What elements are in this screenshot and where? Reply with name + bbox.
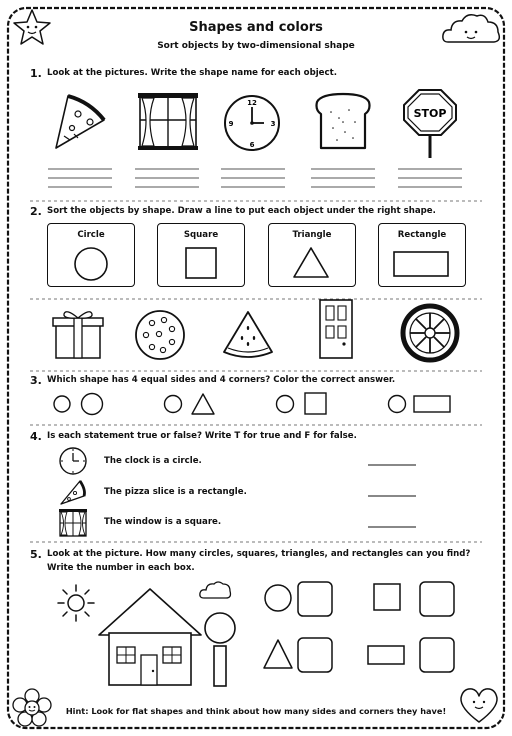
stop-sign-icon <box>400 86 460 158</box>
house-icon <box>95 587 205 687</box>
triangle-shape-icon <box>293 244 333 284</box>
q5-text: Look at the picture. How many circles, squares, triangles, and rectangles can you find? <box>47 549 471 559</box>
door-icon[interactable] <box>316 298 356 362</box>
q1-number: 1. <box>30 67 42 80</box>
shape-box-square[interactable] <box>157 223 245 287</box>
divider <box>0 540 512 544</box>
q5-text-line2: Write the number in each box. <box>47 563 195 573</box>
q1-text: Look at the pictures. Write the shape name for each object. <box>47 68 337 78</box>
clock-icon <box>58 446 88 476</box>
page-title: Shapes and colors <box>189 20 323 35</box>
bread-slice-icon <box>313 92 373 152</box>
wheel-icon[interactable] <box>400 303 460 363</box>
statement-text: The pizza slice is a rectangle. <box>104 487 247 497</box>
q1-answer-lines[interactable] <box>0 165 512 195</box>
divider <box>0 297 512 301</box>
answer-line[interactable] <box>368 494 418 498</box>
svg-text:9: 9 <box>228 120 234 128</box>
shape-box-triangle[interactable] <box>268 223 356 287</box>
square-shape-icon <box>184 246 224 286</box>
circle-shape-icon <box>71 244 111 284</box>
divider <box>0 369 512 373</box>
clock-icon <box>222 93 282 153</box>
window-icon <box>58 508 88 538</box>
q5-number: 5. <box>30 548 42 561</box>
statement-text: The clock is a circle. <box>104 456 202 466</box>
shape-box-label: Triangle <box>292 230 332 240</box>
pizza-slice-icon <box>50 92 110 152</box>
page-subtitle: Sort objects by two-dimensional shape <box>157 41 355 51</box>
svg-text:12: 12 <box>247 99 257 107</box>
shape-box-label: Rectangle <box>397 230 447 240</box>
gift-box-icon[interactable] <box>50 306 106 362</box>
q3-text: Which shape has 4 equal sides and 4 corners? Color the correct answer. <box>47 375 396 385</box>
svg-text:6: 6 <box>249 141 255 149</box>
q5-triangle-count[interactable] <box>262 636 342 676</box>
hint-text: Hint: Look for flat shapes and think about how many sides and corners they have! <box>65 706 447 716</box>
q3-number: 3. <box>30 374 42 387</box>
answer-line[interactable] <box>368 525 418 529</box>
svg-text:3: 3 <box>270 120 276 128</box>
q3-answer-choices[interactable] <box>0 390 512 420</box>
q2-number: 2. <box>30 205 42 218</box>
q5-rectangle-count[interactable] <box>366 636 466 676</box>
q4-number: 4. <box>30 430 42 443</box>
answer-line[interactable] <box>368 463 418 467</box>
shape-box-circle[interactable] <box>47 223 135 287</box>
rectangle-shape-icon <box>392 250 452 280</box>
pizza-slice-icon <box>58 478 88 508</box>
sun-icon <box>56 583 96 623</box>
shape-box-label: Circle <box>77 230 105 240</box>
q2-text: Sort the objects by shape. Draw a line to put each object under the right shape. <box>47 206 436 216</box>
divider <box>0 423 512 427</box>
stop-sign-text: STOP <box>413 107 447 120</box>
cookie-icon[interactable] <box>132 307 188 363</box>
q5-circle-count[interactable] <box>262 580 342 620</box>
q5-square-count[interactable] <box>370 580 460 620</box>
statement-text: The window is a square. <box>104 517 222 527</box>
shape-box-label: Square <box>183 230 219 240</box>
divider <box>0 199 512 203</box>
watermelon-slice-icon[interactable] <box>220 308 276 364</box>
window-icon <box>136 90 200 154</box>
q4-text: Is each statement true or false? Write T for true and F for false. <box>47 431 357 441</box>
shape-box-rectangle[interactable] <box>378 223 466 287</box>
tree-icon <box>200 610 240 690</box>
